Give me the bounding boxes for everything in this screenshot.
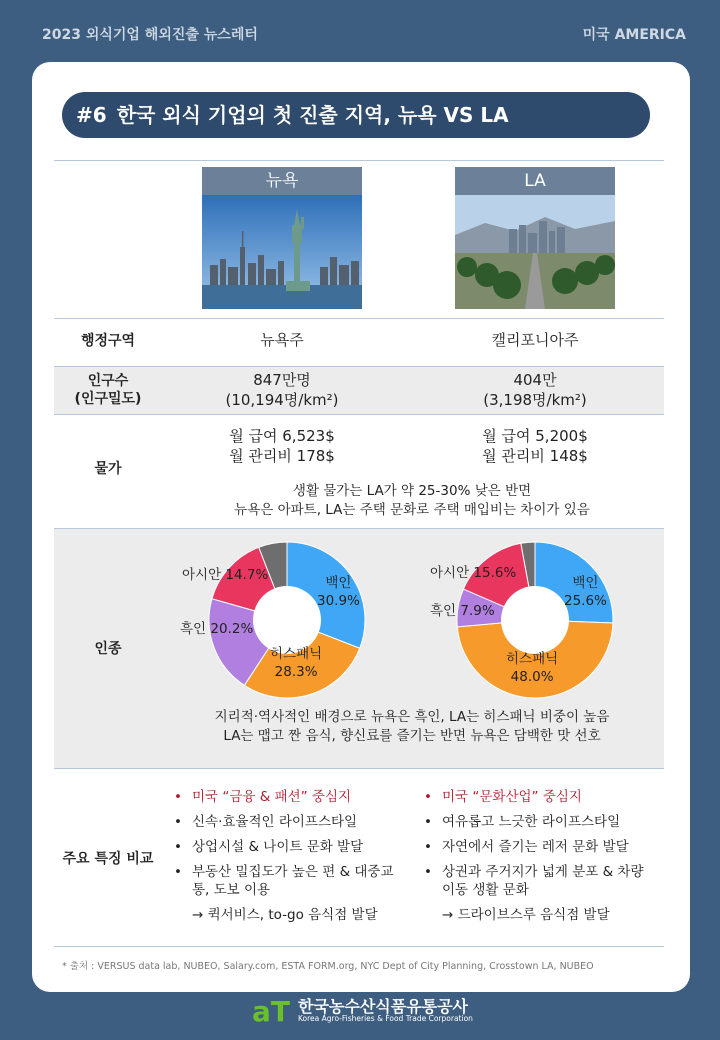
ny-hispanic-name: 히스패닉 xyxy=(270,646,323,662)
ny-black-name: 흑인 xyxy=(180,621,207,637)
la-black-name: 흑인 xyxy=(430,603,457,619)
features-la xyxy=(420,788,660,924)
row-label-race: 인종 xyxy=(94,641,122,657)
la-asian-name: 아시안 xyxy=(430,565,470,581)
ny-photo xyxy=(202,195,362,309)
city-la xyxy=(455,167,615,309)
cost-ny-fee: 월 관리비 178$ xyxy=(229,447,335,465)
admin-ny: 뉴욕주 xyxy=(260,331,304,349)
cost-ny-salary: 월 급여 6,523$ xyxy=(229,427,335,445)
city-ny xyxy=(202,167,362,309)
ny-donut-hole xyxy=(253,586,321,654)
divider xyxy=(54,528,664,529)
la-photo xyxy=(455,195,615,309)
population-la-value: 404만 xyxy=(513,371,557,389)
row-label-admin: 행정구역 xyxy=(80,333,136,349)
la-feature-1: 여유롭고 느긋한 라이프스타일 xyxy=(442,814,621,830)
org-name-ko: 한국농수산식품유통공사 xyxy=(298,997,469,1016)
population-la xyxy=(410,370,660,410)
at-logo-mark xyxy=(252,994,294,1026)
region-label: 미국 AMERICA xyxy=(582,27,686,43)
la-white-value: 25.6% xyxy=(564,593,607,609)
race-note xyxy=(162,708,662,746)
row-label-population xyxy=(54,372,162,408)
list-item: • 상권과 주거지가 넓게 분포 & 차량 이동 생활 문화 xyxy=(424,864,644,898)
la-headline: • 미국 “문화산업” 중심지 xyxy=(424,789,582,805)
admin-la: 캘리포니아주 xyxy=(491,331,579,349)
race-note-line1: 지리적·역사적인 배경으로 뉴욕은 흑인, LA는 히스패닉 비중이 높음 xyxy=(214,709,610,725)
population-ny xyxy=(157,370,407,410)
population-ny-value: 847만명 xyxy=(253,371,311,389)
population-label-line2: (인구밀도) xyxy=(74,391,142,407)
la-asian-value: 15.6% xyxy=(473,565,517,581)
ny-hispanic-label xyxy=(270,645,322,681)
org-name-en: Korea Agro-Fisheries & Food Trade Corporation xyxy=(298,1014,473,1023)
ny-white-name: 백인 xyxy=(325,575,352,591)
newsletter-title: 2023 외식기업 해외진출 뉴스레터 xyxy=(42,27,258,43)
title-text: 한국 외식 기업의 첫 진출 지역, 뉴욕 VS LA xyxy=(116,103,509,127)
race-note-line2: LA는 맵고 짠 음식, 향신료를 즐기는 반면 뉴욕은 담백한 맛 선호 xyxy=(223,728,601,744)
list-item: • 신속·효율적인 라이프스타일 xyxy=(174,814,358,830)
ny-feature-2: 상업시설 & 나이트 문화 발달 xyxy=(192,839,364,855)
la-hispanic-label xyxy=(506,650,558,686)
la-black-value: 7.9% xyxy=(460,603,495,619)
divider xyxy=(54,366,664,367)
la-feature-3: 상권과 주거지가 넓게 분포 & 차량 이동 생활 문화 xyxy=(442,864,644,898)
ny-headline: • 미국 “금융 & 패션” 중심지 xyxy=(174,789,352,805)
la-asian-label xyxy=(430,564,516,582)
cost-note xyxy=(162,482,662,520)
ny-headline-text: 미국 “금융 & 패션” 중심지 xyxy=(192,789,352,805)
page-title xyxy=(62,92,650,138)
list-item: • 부동산 밀집도가 높은 편 & 대중교통, 도보 이용 xyxy=(174,864,394,898)
la-black-label xyxy=(430,602,495,620)
cost-note-line1: 생활 물가는 LA가 약 25-30% 낮은 반면 xyxy=(292,483,532,499)
ny-asian-value: 14.7% xyxy=(225,567,269,583)
source-note: * 출처 : VERSUS data lab, NUBEO, Salary.com, ESTA FORM.org, NYC Dept of City Planning, Crosstown LA, NUBEO xyxy=(62,961,594,972)
divider xyxy=(54,414,664,415)
la-headline-text: 미국 “문화산업” 중심지 xyxy=(442,789,582,805)
cost-la-salary: 월 급여 5,200$ xyxy=(482,427,588,445)
list-item: • 여유롭고 느긋한 라이프스타일 xyxy=(424,814,621,830)
list-item: • 상업시설 & 나이트 문화 발달 xyxy=(174,839,364,855)
features-ny xyxy=(170,788,410,924)
cost-la-fee: 월 관리비 148$ xyxy=(482,447,588,465)
ny-asian-name: 아시안 xyxy=(182,567,222,583)
content-card xyxy=(32,62,690,992)
la-donut-hole xyxy=(501,586,569,654)
ny-white-value: 30.9% xyxy=(317,593,360,609)
population-ny-density: (10,194명/km²) xyxy=(225,391,339,409)
la-white-label xyxy=(564,574,607,610)
ny-black-value: 20.2% xyxy=(210,621,254,637)
ny-white-label xyxy=(317,574,360,610)
cost-ny xyxy=(157,426,407,466)
divider xyxy=(54,768,664,769)
population-label-line1: 인구수 xyxy=(87,373,129,389)
list-item: • 자연에서 즐기는 레저 문화 발달 xyxy=(424,839,629,855)
divider xyxy=(54,318,664,319)
row-label-features: 주요 특징 비교 xyxy=(62,851,154,867)
population-la-density: (3,198명/km²) xyxy=(483,391,587,409)
ny-feature-3: 부동산 밀집도가 높은 편 & 대중교통, 도보 이용 xyxy=(192,864,394,898)
ny-black-label xyxy=(180,620,253,638)
la-feature-2: 자연에서 즐기는 레저 문화 발달 xyxy=(442,839,629,855)
row-label-cost: 물가 xyxy=(94,461,122,477)
city-la-label: LA xyxy=(455,167,615,195)
cost-note-line2: 뉴욕은 아파트, LA는 주택 문화로 주택 매입비는 차이가 있음 xyxy=(234,502,590,518)
divider xyxy=(54,160,664,161)
city-ny-label: 뉴욕 xyxy=(202,167,362,195)
title-number: #6 xyxy=(76,103,107,127)
la-hispanic-value: 48.0% xyxy=(510,669,554,685)
la-result: → 드라이브스루 음식점 발달 xyxy=(442,907,610,923)
ny-hispanic-value: 28.3% xyxy=(274,664,318,680)
cost-la xyxy=(410,426,660,466)
ny-asian-label xyxy=(182,566,268,584)
la-white-name: 백인 xyxy=(572,575,599,591)
divider xyxy=(54,946,664,947)
at-logo-letters: aT xyxy=(252,995,290,1026)
la-hispanic-name: 히스패닉 xyxy=(506,651,559,667)
ny-result: → 퀵서비스, to-go 음식점 발달 xyxy=(192,907,378,923)
ny-feature-1: 신속·효율적인 라이프스타일 xyxy=(192,814,358,830)
